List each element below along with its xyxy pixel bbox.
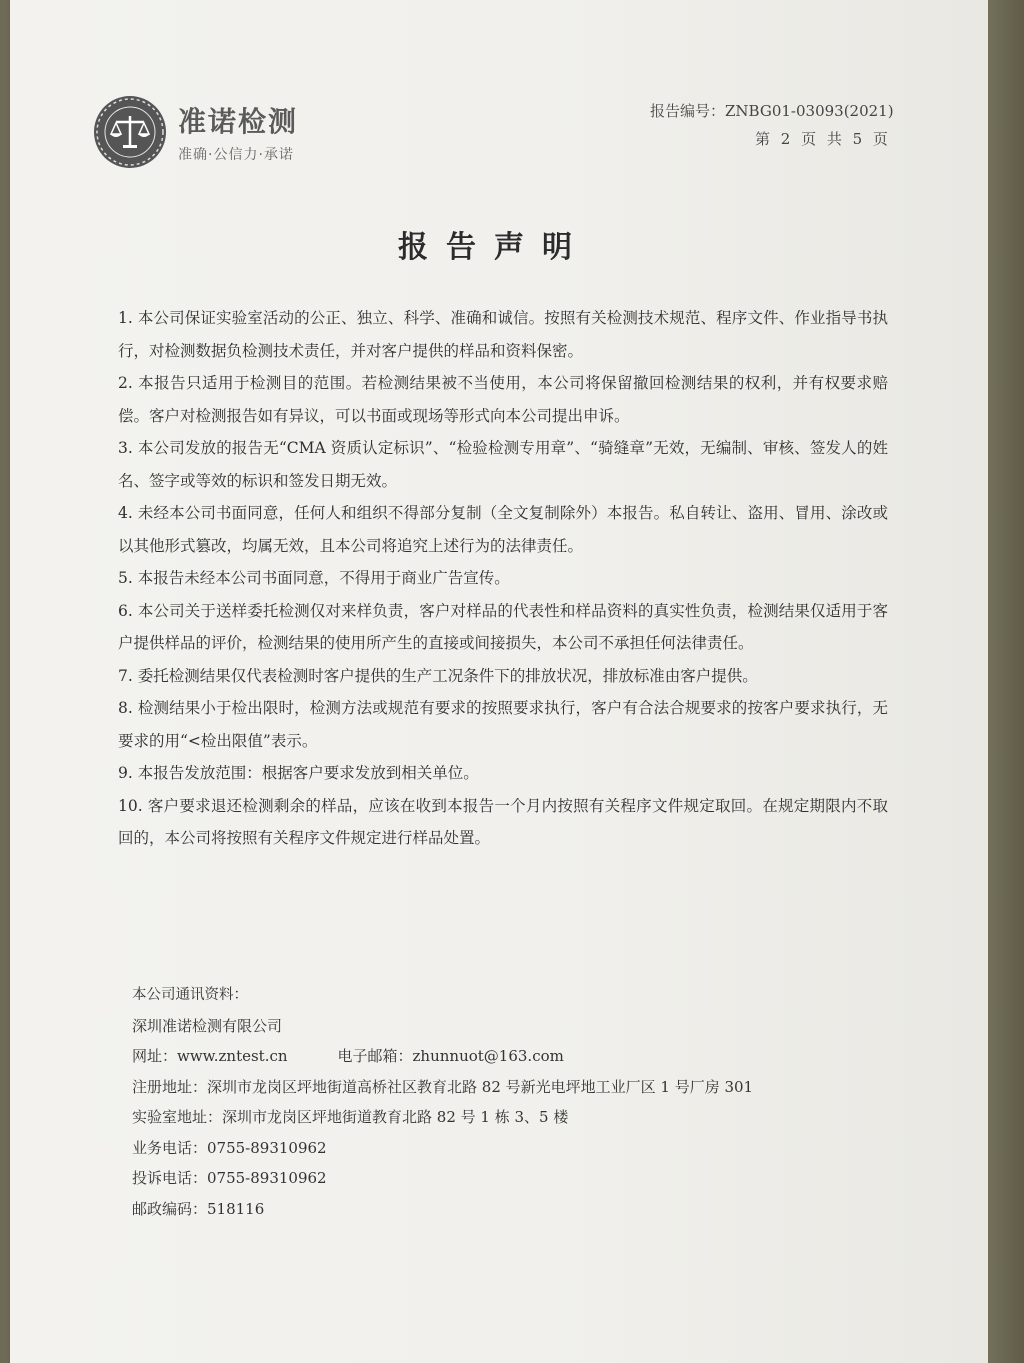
registered-address: 注册地址：深圳市龙岗区坪地街道高桥社区教育北路 82 号新光电坪地工业厂区 1 号厂房 301 (132, 1077, 754, 1096)
background-edge (988, 0, 1024, 1363)
page-indicator: 第 2 页 共 5 页 (755, 130, 891, 148)
website-text: 网址：www.zntest.cn (132, 1047, 288, 1065)
statement-list (118, 302, 888, 855)
email-text: 电子邮箱：zhunnuot@163.com (337, 1047, 564, 1065)
business-phone: 业务电话：0755-89310962 (132, 1138, 327, 1157)
web-email-row (132, 1041, 852, 1072)
contact-info (132, 980, 852, 1224)
statement-item: 5. 本报告未经本公司书面同意，不得用于商业广告宣传。 (118, 569, 510, 587)
document-page (10, 0, 988, 1363)
brand-name: 准诺检测 (178, 105, 299, 138)
statement-item: 7. 委托检测结果仅代表检测时客户提供的生产工况条件下的排放状况，排放标准由客户提供。 (118, 666, 758, 685)
statement-item: 6. 本公司关于送样委托检测仅对来样负责，客户对样品的代表性和样品资料的真实性负责，检测结果仅适用于客户提供样品的评价，检测结果的使用所产生的直接或间接损失，本公司不承担任何法律责任。 (118, 601, 888, 652)
company-name: 深圳准诺检测有限公司 (132, 1016, 283, 1035)
company-logo (94, 96, 298, 168)
brand-slogan: 准确·公信力·承诺 (178, 147, 294, 163)
contact-heading: 本公司通讯资料： (132, 987, 248, 1003)
statement-item: 1. 本公司保证实验室活动的公正、独立、科学、准确和诚信。按照有关检测技术规范、程序文件、作业指导书执行，对检测数据负检测技术责任，并对客户提供的样品和资料保密。 (118, 309, 888, 360)
statement-item: 9. 本报告发放范围：根据客户要求发放到相关单位。 (118, 764, 479, 782)
statement-item: 2. 本报告只适用于检测目的范围。若检测结果被不当使用，本公司将保留撤回检测结果的权利，并有权要求赔偿。客户对检测报告如有异议，可以书面或现场等形式向本公司提出申诉。 (118, 374, 888, 425)
scales-of-justice-icon (94, 96, 166, 168)
statement-item: 4. 未经本公司书面同意，任何人和组织不得部分复制（全文复制除外）本报告。私自转让、盗用、冒用、涂改或以其他形式篡改，均属无效，且本公司将追究上述行为的法律责任。 (118, 504, 888, 555)
postal-code: 邮政编码：518116 (132, 1199, 265, 1218)
complaint-phone: 投诉电话：0755-89310962 (132, 1169, 327, 1187)
page-title: 报告声明 (398, 230, 590, 265)
statement-item: 10. 客户要求退还检测剩余的样品，应该在收到本报告一个月内按照有关程序文件规定取回。在规定期限内不取回的，本公司将按照有关程序文件规定进行样品处置。 (118, 796, 888, 847)
statement-item: 3. 本公司发放的报告无“CMA 资质认定标识”、“检验检测专用章”、“骑缝章”无效，无编制、审核、签发人的姓名、签字或等效的标识和签发日期无效。 (118, 439, 888, 490)
lab-address: 实验室地址：深圳市龙岗区坪地街道教育北路 82 号 1 栋 3、5 楼 (132, 1108, 569, 1126)
report-number: 报告编号：ZNBG01-03093(2021) (650, 102, 894, 120)
statement-item: 8. 检测结果小于检出限时，检测方法或规范有要求的按照要求执行，客户有合法合规要求的按客户要求执行，无要求的用“<检出限值”表示。 (118, 699, 888, 750)
